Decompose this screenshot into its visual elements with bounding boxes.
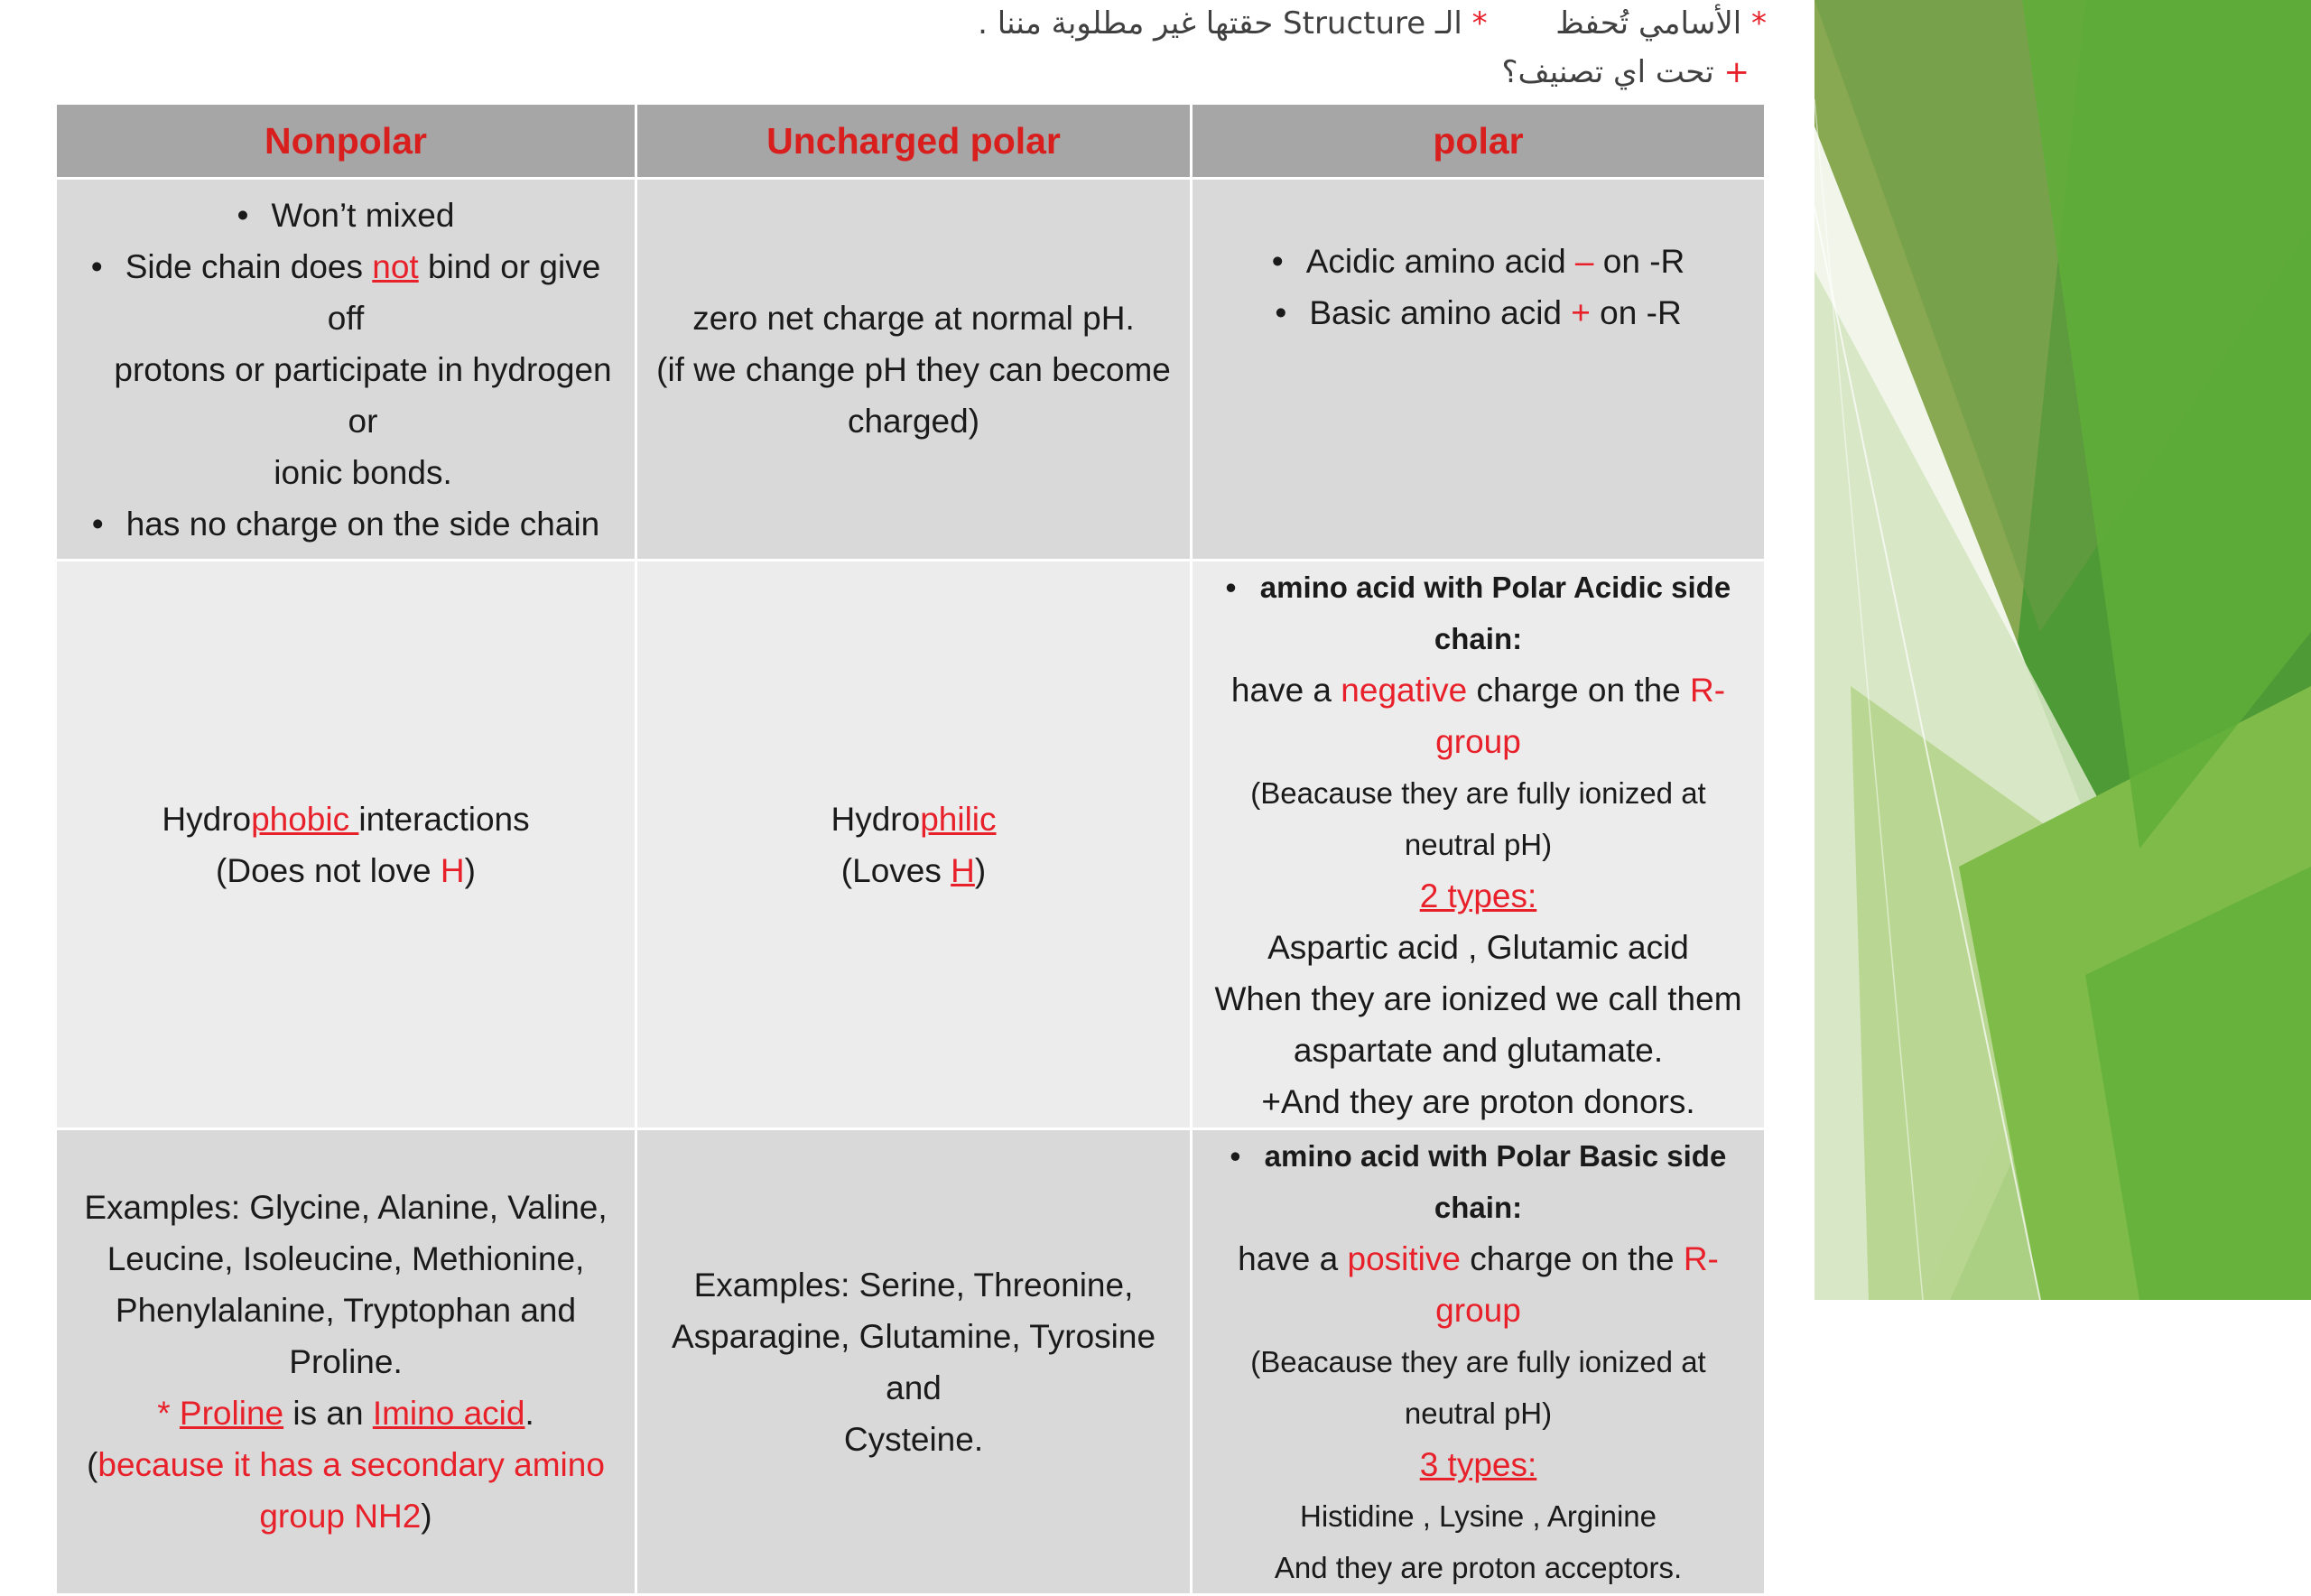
highlight-text: Imino acid — [372, 1395, 525, 1432]
cell-text: Basic amino acid — [1309, 294, 1572, 331]
cell-text: ionic bonds. — [274, 453, 452, 491]
cell-text: (Loves — [840, 851, 951, 889]
header-nonpolar: Nonpolar — [56, 104, 636, 179]
note-text: الأسامي تُحفظ — [1555, 5, 1742, 42]
cell-text: +And they are proton donors. — [1261, 1083, 1695, 1120]
bullet: • — [1225, 571, 1237, 604]
cell-text: have a — [1238, 1240, 1348, 1277]
highlight-text: 3 types: — [1419, 1446, 1537, 1483]
cell-polar-acidic — [1192, 561, 1766, 1129]
highlight-text: not — [372, 247, 419, 285]
cell-text: (Beacause they are fully ionized at neutral pH) — [1250, 1345, 1706, 1430]
cell-text: Histidine , Lysine , Arginine — [1300, 1499, 1657, 1533]
cell-text: And they are proton acceptors. — [1274, 1551, 1683, 1584]
highlight-text: negative — [1341, 672, 1468, 709]
highlight-text: Proline — [179, 1395, 284, 1432]
table-row — [56, 561, 1766, 1129]
cell-text: on -R — [1593, 243, 1685, 280]
cell-text: Acidic amino acid — [1305, 243, 1575, 280]
table-row — [56, 1129, 1766, 1595]
header-polar: polar — [1192, 104, 1766, 179]
note-text: الـ Structure حقتها غير مطلوبة مننا . — [978, 5, 1462, 42]
cell-text: (Does not love — [216, 851, 441, 889]
cell-text: have a — [1230, 672, 1341, 709]
cell-text: . — [524, 1395, 534, 1432]
cell-text: zero net charge at normal pH. — [692, 299, 1135, 337]
cell-text: Examples: Serine, Threonine, — [693, 1266, 1134, 1304]
highlight-text: R-group — [1435, 1240, 1719, 1329]
bullet: • — [90, 247, 103, 285]
cell-text: interactions — [358, 800, 530, 838]
cell-text: charged) — [847, 402, 980, 440]
cell-nonpolar-examples — [56, 1129, 636, 1595]
highlight-text: H — [951, 851, 975, 889]
bullet: • — [1230, 1139, 1241, 1173]
decorative-green-shapes — [1814, 0, 2311, 1300]
cell-text: has no charge on the side chain — [125, 505, 600, 543]
cell-text: (if we change pH they can become — [656, 350, 1171, 388]
cell-text: protons or participate in hydrogen or — [114, 350, 612, 440]
cell-text: Asparagine, Glutamine, Tyrosine and — [671, 1317, 1156, 1406]
cell-text: ( — [87, 1446, 98, 1483]
note-line-2 — [1502, 54, 1750, 90]
cell-text: ) — [974, 851, 987, 889]
cell-uncharged-properties — [636, 179, 1192, 561]
cell-uncharged-examples — [636, 1129, 1192, 1595]
cell-text: is an — [283, 1395, 373, 1432]
cell-polar-basic — [1192, 1129, 1766, 1595]
bullet: • — [1271, 243, 1284, 280]
cell-text: on -R — [1590, 294, 1682, 331]
highlight-text: + — [1571, 294, 1591, 331]
cell-text: When they are ionized we call them — [1214, 980, 1742, 1017]
highlight-text: * — [157, 1395, 180, 1432]
amino-acid-classification-table — [54, 102, 1767, 1596]
highlight-text: 2 types: — [1419, 877, 1537, 914]
highlight-text: H — [440, 851, 465, 889]
note-text: تحت اي تصنيف؟ — [1501, 54, 1714, 90]
bullet: • — [1275, 294, 1287, 331]
cell-text: amino acid with Polar Basic side chain: — [1264, 1139, 1727, 1224]
cell-text: Aspartic acid , Glutamic acid — [1267, 929, 1689, 966]
highlight-text: positive — [1347, 1240, 1461, 1277]
highlight-text: R-group — [1435, 672, 1726, 760]
cell-polar-properties — [1192, 179, 1766, 561]
cell-text: Cysteine. — [843, 1420, 984, 1458]
cell-text: ) — [464, 851, 476, 889]
highlight-text: phobic — [251, 800, 359, 838]
cell-text: Won’t mixed — [271, 196, 455, 234]
cell-text: charge on the — [1460, 1240, 1684, 1277]
note-plus: + — [1723, 54, 1749, 90]
highlight-text: philic — [920, 800, 997, 838]
cell-text: bind or give off — [327, 247, 601, 337]
cell-nonpolar-properties — [56, 179, 636, 561]
cell-text: charge on the — [1467, 672, 1691, 709]
note-star: * — [1751, 5, 1767, 42]
cell-uncharged-interactions — [636, 561, 1192, 1129]
note-line-1 — [978, 5, 1767, 42]
highlight-text: – — [1574, 243, 1594, 280]
cell-text: Hydro — [162, 800, 252, 838]
cell-text: aspartate and glutamate. — [1293, 1032, 1664, 1069]
cell-text: Phenylalanine, Tryptophan and Proline. — [115, 1292, 577, 1380]
table-header-row — [56, 104, 1766, 179]
bullet: • — [91, 505, 104, 543]
cell-text: Examples: Glycine, Alanine, Valine, — [84, 1189, 608, 1226]
cell-text: ) — [421, 1498, 432, 1535]
header-uncharged-polar: Uncharged polar — [636, 104, 1192, 179]
highlight-text: group NH2 — [259, 1498, 422, 1535]
cell-text: Leucine, Isoleucine, Methionine, — [107, 1240, 585, 1277]
cell-text: Side chain does — [125, 247, 373, 285]
cell-text: amino acid with Polar Acidic side chain: — [1259, 571, 1731, 655]
cell-text: (Beacause they are fully ionized at neutral pH) — [1250, 776, 1706, 861]
cell-nonpolar-interactions — [56, 561, 636, 1129]
cell-text: Hydro — [831, 800, 921, 838]
table-row — [56, 179, 1766, 561]
bullet: • — [237, 196, 249, 234]
note-star: * — [1471, 5, 1488, 42]
highlight-text: because it has a secondary amino — [97, 1446, 605, 1483]
